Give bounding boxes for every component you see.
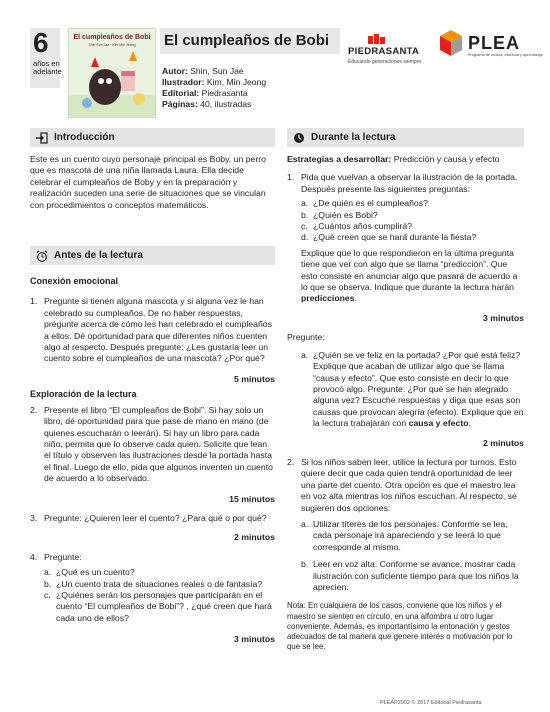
pregunte-item-a: a. ¿Quién se ve feliz en la portada? ¿Por qué está feliz? Explique que acaban de utilizar algo que se llama “causa y efecto”. Que esto consiste en decir lo que provocó algo. Pregunte: ¿Por qué se han alegrado alguna vez? Escuche respuestas y diga que esas son causas que provocan alegría (efecto). Explique que en la lectura trabajarán con causa y efecto.	[301, 349, 524, 429]
cover-illustration	[69, 47, 156, 118]
right-column	[287, 128, 524, 652]
item-1-minutes: 5 minutos	[233, 373, 275, 384]
durante-item-1-sublist	[301, 198, 524, 244]
pregunte-label: Pregunte:	[287, 332, 325, 343]
item-3-text: Pregunte: ¿Quieren leer el cuento? ¿Para qué o por qué?	[44, 512, 267, 523]
item-1-text: Pregunte si tienen alguna mascota y si alguna vez le han celebrado su cumpleaños. De no haber respuestas, pregunte acerca de cómo les han celebrado el cumpleaños a ellos. Dé oportunidad para que diferentes niños cuenten algo al respecto. Después pregunte: ¿Les gustaría leer un cuento sobre el cumpleaños de una mascota? ¿Por qué?	[44, 296, 272, 364]
item-4-sublist	[44, 567, 275, 624]
item-4-minutes: 3 minutos	[233, 634, 275, 645]
piedrasanta-tagline: Educando generaciones siempre	[348, 59, 422, 65]
list-item-4: 4. Pregunte: a. ¿Qué es un cuento? b. ¿Un cuento trata de situaciones reales o de fantasía? c. ¿Quiénes serán los personajes que participarán en el cuento “El cumpleaños de Bobi”? , ¿qué creen que hará cada uno de ellos?	[30, 552, 275, 624]
clock-icon	[293, 132, 305, 144]
age-badge	[30, 28, 60, 88]
book-cover	[68, 28, 156, 118]
pregunte-item-a-minutes: 2 minutos	[482, 437, 524, 448]
conexion-title: Conexión emocional	[30, 276, 119, 287]
sublist-item: c. ¿Quiénes serán los personajes que participarán en el cuento “El cumpleaños de Bobi”? , ¿qué creen que hará cada uno de ellos?	[44, 589, 272, 623]
list-item-2: 2. Presente el libro “El cumpleaños de Bobi”. Si hay solo un libro, dé oportunidad para que pase de mano en mano (de quienes escucharán o leerán). Si hay un libro para cada niño, permita que lo observe cada quien. Solicite que lean el título y observen las ilustraciones desde la portada hasta el final. Luego de ello, pida que algunos inventen un cuento de acuerdo a lo observado.	[30, 405, 275, 485]
section-durante-header	[287, 128, 524, 147]
section-intro-title: Introducción	[54, 132, 115, 143]
durante-item-2-text: Si los niños saben leer, utilice la lectura por turnos. Esto quiere decir que cada quien tendrá oportunidad de leer una parte del cuento. Otra opción es que el maestro lea en voz alta mientras los niños escuchan. Al respecto, se sugieren dos opciones:	[301, 456, 517, 513]
sublist-item: b. ¿Quién es Bobi?	[301, 209, 378, 220]
item-3-minutes: 2 minutos	[233, 532, 275, 543]
durante-item-2: 2. Si los niños saben leer, utilice la lectura por turnos. Esto quiere decir que cada quien tendrá oportunidad de leer una parte del cuento. Otra opción es que el maestro lea en voz alta mientras los niños escuchan. Al respecto, se sugieren dos opciones: a. Utilizar títeres de los personajes. Conforme se lea, cada personaje irá apareciendo y se leerá lo que corresponde al mismo. b. Leer en voz alta. Conforme se avance, mostrar cada ilustración con suficiente tiempo para que los niños la aprecien.	[287, 457, 524, 593]
section-intro-header	[30, 128, 275, 147]
plea-name: PLEA	[468, 33, 521, 53]
meta-pages: Páginas: 40, ilustradas	[162, 99, 252, 109]
page-footer: PLEAP2002 © 2017 Editorial Piedrasanta	[380, 700, 482, 706]
sublist-item: b. Leer en voz alta. Conforme se avance, mostrar cada ilustración con suficiente tiempo para que los niños la aprecien.	[301, 559, 519, 592]
page-header	[0, 0, 550, 118]
plea-tagline: Programa de lectura, escritura y aprendizaje	[468, 53, 543, 57]
left-column	[30, 128, 275, 646]
section-durante-title: Durante la lectura	[311, 132, 396, 143]
durante-item-2-sublist	[301, 519, 524, 593]
sublist-item: b. ¿Un cuento trata de situaciones reales o de fantasía?	[44, 578, 263, 589]
cover-title: El cumpleaños de Bobi	[73, 34, 151, 41]
durante-item-1-text: Pida que vuelvan a observar la ilustración de la portada. Después presente las siguientes preguntas:	[301, 172, 518, 194]
item-4-text: Pregunte:	[44, 551, 82, 562]
durante-item-1: 1. Pida que vuelvan a observar la ilustración de la portada. Después presente las siguientes preguntas: a. ¿De quién es el cumpleaños? b. ¿Quién es Bobi? c. ¿Cuántos años cumplirá? d. ¿Qué creen que se hará durante la fiesta? Explique que lo que respondieron en la última pregunta tiene que ver con algo que se llama “predicción”. Que esto consiste en anunciar algo que pasará de acuerdo a lo que se observa. Indique que durante la lectura harán predicciones.	[287, 172, 524, 304]
plea-logo	[438, 28, 543, 78]
plea-cube-icon	[438, 28, 464, 58]
piedrasanta-mark-icon	[368, 34, 388, 46]
sublist-item: d. ¿Qué creen que se hará durante la fiesta?	[301, 232, 477, 243]
item-2-text: Presente el libro “El cumpleaños de Bobi”. Si hay solo un libro, dé oportunidad para que pase de mano en mano (de quienes escucharán o leerán). Si hay un libro para cada niño, permita que lo observe cada quien. Solicite que lean el título y observen las ilustraciones desde la portada hasta el final. Luego de ello, pida que algunos inventen un cuento de acuerdo a lo observado.	[44, 404, 273, 484]
exploracion-title: Exploración de la lectura	[30, 389, 137, 400]
book-meta	[162, 66, 266, 110]
piedrasanta-name: PIEDRASANTA	[348, 46, 420, 57]
estrategias-value: Predicción y causa y efecto	[393, 154, 500, 164]
list-item-1: 1. Pregunte si tienen alguna mascota y si alguna vez le han celebrado su cumpleaños. De no haber respuestas, pregunte acerca de cómo les han celebrado el cumpleaños a ellos. Dé oportunidad para que diferentes niños cuenten algo al respecto. Después pregunte: ¿Les gustaría leer un cuento sobre el cumpleaños de una mascota? ¿Por qué?	[30, 296, 275, 364]
sublist-item: a. ¿De quién es el cumpleaños?	[301, 198, 428, 209]
sublist-item: c. ¿Cuántos años cumplirá?	[301, 221, 412, 232]
estrategias-line	[287, 154, 524, 165]
piedrasanta-logo	[348, 34, 438, 84]
book-title: El cumpleaños de Bobi	[160, 28, 340, 54]
list-item-3: 3. Pregunte: ¿Quieren leer el cuento? ¿Para qué o por qué?	[30, 513, 275, 524]
enter-arrow-icon	[36, 132, 48, 144]
durante-item-1-explica: Explique que lo que respondieron en la última pregunta tiene que ver con algo que se llama “predicción”. Que esto consiste en anunciar algo que pasará de acuerdo a lo que se observa. Indique que durante la lectura harán predicciones.	[301, 247, 518, 304]
cover-subtitle: Shin Sun Jae · Kim Min Jeong	[88, 43, 136, 47]
meta-author: Autor: Shin, Sun Jae	[162, 66, 244, 76]
age-number: 6	[33, 27, 49, 58]
section-antes-title: Antes de la lectura	[54, 250, 143, 262]
meta-illustrator: Ilustrador: Kim, Min Jeong	[162, 77, 267, 87]
estrategias-label: Estrategias a desarrollar:	[287, 154, 392, 164]
age-text: años en adelante	[33, 59, 62, 76]
meta-publisher: Editorial: Piedrasanta	[162, 88, 248, 98]
note-paragraph: Nota: En cualquiera de los casos, conviene que los niños y el maestro se sienten en círculo, en una alfombra u otro lugar conveniente. Además, es importantísimo la entonación y gestos adecuados de tal manera que genere interés o motivación por lo que se lee.	[287, 601, 513, 652]
durante-item-1-minutes: 3 minutos	[482, 312, 524, 323]
sublist-item: a. Utilizar títeres de los personajes. Conforme se lea, cada personaje irá apareciendo y se leerá lo que corresponde al mismo.	[301, 518, 508, 552]
intro-paragraph: Este es un cuento cuyo personaje principal es Boby, un perro que es mascota de una niña llamada Laura. Ella decide celebrar el cumpleaños de Boby y en la preparación y realización suceden una serie de situaciones que se vinculan con procedimientos o conceptos matemáticos.	[30, 154, 266, 210]
item-2-minutes: 15 minutos	[229, 493, 275, 504]
section-antes-header	[30, 246, 275, 265]
alarm-clock-icon	[36, 250, 48, 262]
sublist-item: a. ¿Qué es un cuento?	[44, 567, 135, 578]
